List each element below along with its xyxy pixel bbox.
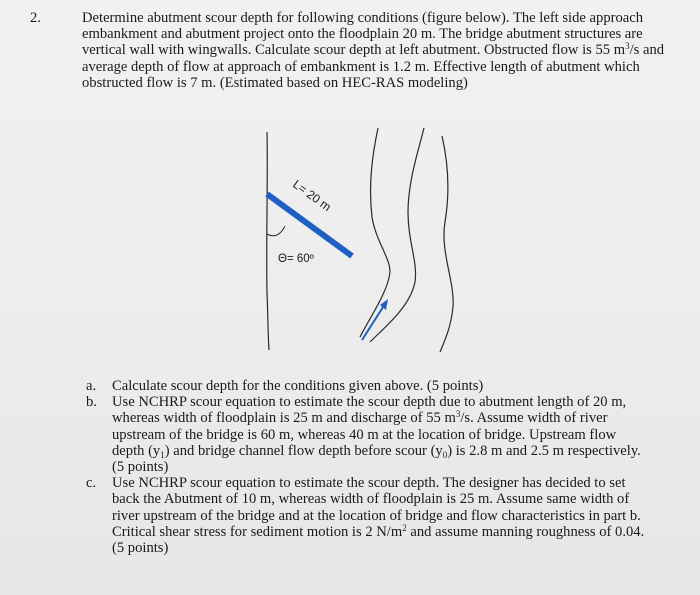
- length-label: L= 20 m: [290, 177, 334, 215]
- part-c: [86, 475, 646, 556]
- flow-arrow: [362, 304, 385, 340]
- channel-line-inner: [370, 128, 424, 342]
- part-c-text: Use NCHRP scour equation to estimate the scour depth. The designer has decided to set back the Abutment of 10 m, whereas width of floodplain is 25 m. Assume same width of river upstream of the bridge and at the location of bridge and flow characteristics in part b. Critical shear stress for sediment motion is 2 $N/m^2$ and assume manning roughness of 0.04. (5 points): [112, 475, 645, 557]
- abutment-figure: [240, 122, 480, 357]
- part-a-text: Calculate scour depth for the conditions given above. (5 points): [112, 378, 484, 394]
- abutment-sketch: [240, 122, 480, 357]
- question-text: Determine abutment scour depth for following conditions (figure below). The left side approach embankment and abutment project onto the floodplain 20 m. The bridge abutment structures are vertical wall with wingwalls. Calculate scour depth at left abutment. Obstructed flow is 55 $m^3/s$ and average depth of flow at approach of embankment is 1.2 m. Effective length of abutment which obstructed flow is 7 m. (Estimated based on HEC-RAS modeling): [82, 10, 665, 91]
- part-b: [86, 394, 646, 475]
- question-2: [30, 10, 670, 91]
- angle-label: Θ= 60º: [278, 253, 314, 265]
- part-b-label: b.: [86, 394, 97, 411]
- part-a: [86, 378, 646, 394]
- abutment-line: [267, 194, 352, 256]
- part-a-label: a.: [86, 378, 97, 394]
- right-bank-line: [440, 136, 453, 352]
- part-b-text: Use NCHRP scour equation to estimate the scour depth due to abutment length of 20 m, whereas width of floodplain is 25 m and discharge of 55 $m^3/s$. Assume width of river upstream of the bridge is 60 m, whereas 40 m at the location of bridge. Upstream flow depth $(y_1)$ and bridge channel flow depth before scour $(y_0)$ is 2.8 m and 2.5 m respectively. (5 points): [112, 394, 641, 476]
- question-number: 2.: [30, 10, 41, 26]
- part-c-label: c.: [86, 475, 97, 492]
- left-bank-line: [267, 132, 269, 350]
- question-parts: [86, 378, 646, 556]
- angle-arc: [267, 226, 285, 236]
